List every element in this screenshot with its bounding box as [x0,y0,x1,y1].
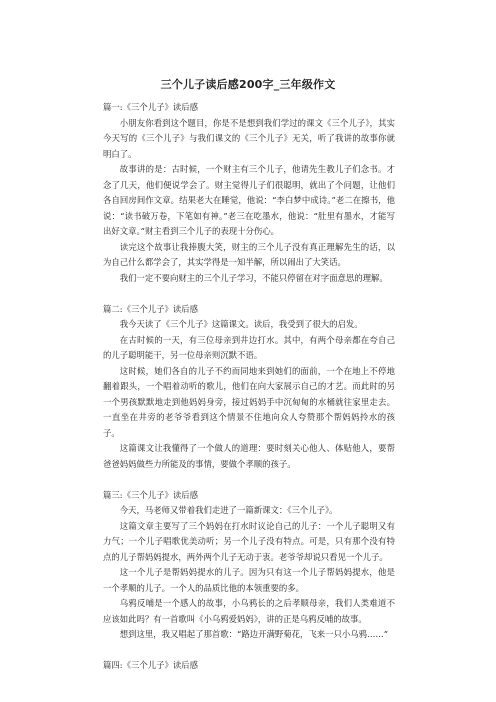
paragraph: 故事讲的是：古时候，一个财主有三个儿子，他请先生教儿子们念书。才念了几天，他们便说学会了。财主觉得儿子们很聪明，就出了个问题，让他们各自回房间作文章。结果老大在睡觉，他说：“李白梦中成诗。”老二在擦书，他说：“读书破万卷，下笔如有神。”老三在吃墨水，他说：“肚里有墨水，才能写出好文章。”财主看到三个儿子的表现十分伤心。 [103,164,395,236]
section-spacer [103,286,395,302]
section-spacer [103,472,395,488]
section-2 [103,302,395,473]
paragraph: 今天，马老师又带着我们走进了一篇新课文：《三个儿子》。 [119,505,338,515]
paragraph: 这一个儿子是帮妈妈提水的儿子。因为只有这一个儿子帮妈妈提水，他是一个孝顺的儿子。一个人的品质比他的本领重要的多。 [103,567,395,593]
section-heading: 篇一:《三个儿子》读后感 [103,102,198,112]
page-title: 三个儿子读后感200字_三年级作文 [160,78,336,91]
paragraph: 读完这个故事让我捧腹大笑，财主的三个儿子没有真正理解先生的话，以为自己什么都学会了，其实学得是一知半解，所以闹出了大笑话。 [103,241,395,267]
section-heading: 篇三:《三个儿子》读后感 [103,489,198,500]
section-heading: 篇二:《三个儿子》读后感 [103,303,198,314]
paragraph: 我们一定不要向财主的三个儿子学习，不能只停留在对字面意思的理解。 [119,272,388,283]
paragraph: 想到这里，我又唱起了那首歌：“路边开满野菊花，飞来一只小乌鸦……” [119,629,388,639]
paragraph: 乌鸦反哺是一个感人的故事，小乌鸦长的之后孝顺母亲，我们人类难道不应该如此吗？有一首歌叫《小乌鸦爱妈妈》，讲的正是乌鸦反哺的故事。 [103,598,395,624]
article-body [103,100,395,674]
paragraph: 我今天读了《三个儿子》这篇课文。读后，我受到了很大的启发。 [119,319,363,329]
section-spacer [103,643,395,659]
paragraph: 在古时候的一天，有三位母亲到井边打水。其中，有两个母亲都在夸自己的儿子聪明能干，另一位母亲则沉默不语。 [103,334,395,360]
paragraph: 这篇文章主要写了三个妈妈在打水时议论自己的儿子：一个儿子聪明又有力气；一个儿子唱歌优美动听；另一个儿子没有特点。可是，只有那个没有特点的儿子帮妈妈提水，两外两个儿子无动于衷。老爷爷却说只看见一个儿子。 [103,520,395,562]
section-4 [103,658,395,674]
section-3 [103,488,395,643]
paragraph: 这时候，她们各自的儿子不约而同地来到她们的面前，一个在地上不停地翻着跟头，一个唱着动听的歌儿，他们在向大家展示自己的才艺。而此时的另一个男孩默默地走到他妈妈身旁，接过妈妈手中沉甸甸的水桶就往家里走去。一直坐在井旁的老爷爷看到这个情景不住地向众人夸赞那个帮妈妈拎水的孩子。 [103,365,395,438]
section-heading: 篇四:《三个儿子》读后感 [103,660,198,670]
paragraph: 小朋友你看到这个题目，你是不是想到我们学过的课文《三个儿子》，其实今天写的《三个儿子》与我们课文的《三个儿子》无关，听了我讲的故事你就明白了。 [103,117,395,159]
paragraph: 这篇课文让我懂得了一个做人的道理：要时刻关心他人、体贴他人，要帮爸爸妈妈做些力所能及的事情，要做个孝顺的孩子。 [103,443,395,469]
section-1 [103,100,395,286]
